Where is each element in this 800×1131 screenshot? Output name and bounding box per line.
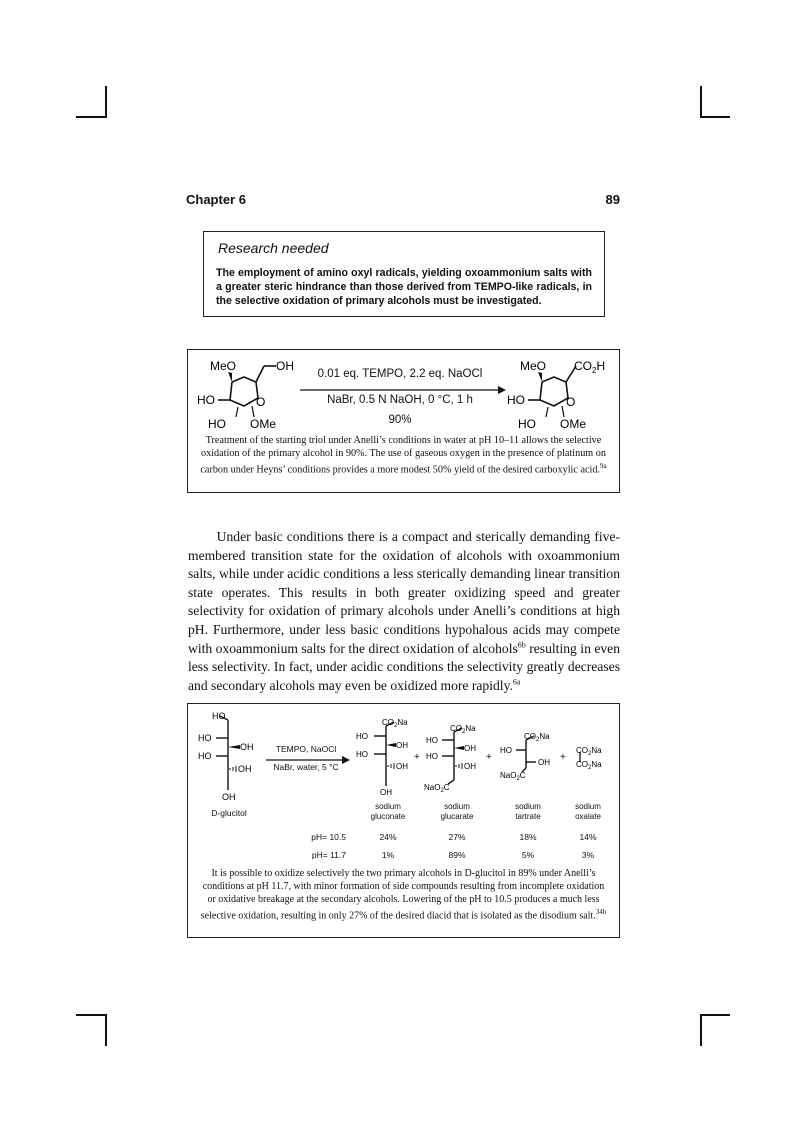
- svg-text:O: O: [566, 395, 576, 409]
- svg-text:CO2Na: $CO_2Na$: [450, 724, 476, 735]
- scheme1-reagents-top: 0.01 eq. TEMPO, 2.2 eq. NaOCl: [317, 368, 483, 380]
- svg-text:NaO2C: NaO$_2$C: [424, 783, 450, 794]
- svg-text:HO: HO: [500, 746, 512, 755]
- yield-cell: 5%: [521, 850, 535, 860]
- scheme2-caption-ref: 34b: [595, 908, 607, 916]
- paragraph-ref-2: 6a: [512, 677, 521, 687]
- d-glucitol-structure: [196, 708, 260, 804]
- scheme1-reagents-bottom: NaBr, 0.5 N NaOH, 0 °C, 1 h: [327, 394, 473, 406]
- yield-cell: 3%: [581, 850, 595, 860]
- svg-text:HO: HO: [212, 711, 226, 721]
- svg-text:OH: OH: [396, 762, 408, 771]
- svg-text:MeO: MeO: [210, 359, 237, 373]
- scheme1-caption-text: Treatment of the starting triol under Anelli’s conditions in water at pH 10–11 allows the selective oxidation of the primary alcohol in 90%. The use of gaseous oxygen in the presence of platinum on carbon under Heyns’ conditions provides a more modest 50% yield of the desired carboxylic acid.: [200, 435, 606, 476]
- crop-mark: [700, 1014, 702, 1046]
- svg-text:MeO: MeO: [520, 359, 547, 373]
- sodium-tartrate-label: sodium tartrate: [515, 802, 541, 821]
- svg-text:HO: HO: [426, 736, 438, 745]
- svg-text:HO: HO: [197, 393, 215, 407]
- svg-text:HO: HO: [356, 732, 368, 741]
- yield-cell: 18%: [519, 832, 537, 842]
- yield-cell: 24%: [379, 832, 397, 842]
- research-needed-title: Research needed: [218, 240, 329, 256]
- sodium-tartrate-structure: [496, 732, 562, 782]
- svg-text:HO: HO: [426, 752, 438, 761]
- crop-mark: [76, 116, 106, 118]
- svg-text:OH: OH: [276, 359, 294, 373]
- product-acid-structure: [504, 354, 618, 434]
- svg-text:HO: HO: [507, 393, 525, 407]
- body-paragraph: [188, 528, 620, 695]
- svg-text:CO2Na: $CO_2Na$: [524, 732, 550, 743]
- scheme2-reagents-bottom: NaBr, water, 5 °C: [273, 762, 339, 772]
- svg-text:OH: OH: [538, 758, 550, 767]
- scheme1-yield: 90%: [388, 414, 412, 426]
- crop-mark: [76, 1014, 106, 1016]
- crop-mark: [700, 116, 730, 118]
- sodium-glucarate-structure: [420, 722, 492, 794]
- svg-text:OH: OH: [380, 788, 392, 797]
- scheme2-reagents-top: TEMPO, NaOCl: [275, 744, 337, 754]
- research-needed-box: [203, 231, 605, 317]
- yield-cell: 14%: [579, 832, 597, 842]
- sodium-gluconate-label: sodium gluconate: [370, 802, 406, 821]
- svg-text:CO2Na: $CO_2Na$: [382, 718, 408, 729]
- reaction-arrow: [300, 386, 506, 394]
- sodium-oxalate-label: sodium oxalate: [575, 802, 601, 821]
- scheme1-box: [187, 349, 620, 493]
- svg-text:OMe: OMe: [560, 417, 587, 431]
- svg-text:NaO2C: NaO$_2$C: [500, 771, 526, 782]
- svg-text:HO: HO: [356, 750, 368, 759]
- crop-mark: [700, 1014, 730, 1016]
- sodium-gluconate-structure: [352, 718, 418, 800]
- svg-text:HO: HO: [208, 417, 226, 431]
- svg-text:OMe: OMe: [250, 417, 277, 431]
- yield-cell: 1%: [381, 850, 395, 860]
- svg-text:HO: HO: [518, 417, 536, 431]
- yield-cell: 27%: [448, 832, 466, 842]
- paragraph-text-2: resulting in even less selectivity. In fact, under acidic conditions the selectivity greatly decreases and secondary alcohols may even be oxidized more rapidly.: [188, 640, 620, 693]
- scheme1-caption: [198, 434, 609, 476]
- scheme2-box: [187, 703, 620, 938]
- research-needed-body: The employment of amino oxyl radicals, yielding oxoammonium salts with a greater steric hindrance than those derived from TEMPO-like radicals, in the selective oxidation of primary alcohols must be investigated.: [216, 267, 592, 307]
- crop-mark: [700, 86, 702, 118]
- svg-text:CO2Na: $CO_2Na$: [576, 760, 602, 771]
- ph-label: pH= 11.7: [311, 850, 346, 860]
- scheme2-caption-text: It is possible to oxidize selectively the two primary alcohols in D-glucitol in 89% under Anelli’s conditions at pH 11.7, with minor formation of side compounds resulting from incomplete oxidation or oxidative breakage at the secondary alcohols. Lowering of the pH to 10.5 produces a much less selective oxidation, resulting in only 27% of the desired diacid that is isolated as the disodium salt.: [200, 868, 605, 922]
- d-glucitol-label: D-glucitol: [211, 808, 247, 818]
- scheme2-caption: [198, 867, 609, 922]
- svg-text:HO: HO: [198, 733, 212, 743]
- svg-text:OH: OH: [396, 741, 408, 750]
- plus-sign: +: [486, 752, 492, 763]
- svg-text:CO2H: $CO_2H$: [574, 359, 606, 375]
- paragraph-text-1: Under basic conditions there is a compact and sterically demanding five-membered transition state for the oxidation of alcohols with oxoammonium salts, while under acidic conditions a less sterically demanding linear transition state operates. This results in both greater oxidizing speed and greater selectivity for oxidation of primary alcohols under Anelli’s conditions at high pH. Furthermore, under less basic conditions hypohalous acids may compete with oxoammonium salts for the direct oxidation of alcohols: [188, 529, 620, 656]
- crop-mark: [105, 1014, 107, 1046]
- yield-cell: 89%: [448, 850, 466, 860]
- scheme1-caption-ref: 9a: [599, 462, 607, 470]
- ph-label: pH= 10.5: [311, 832, 346, 842]
- starting-triol-structure: [194, 354, 304, 434]
- crop-mark: [105, 86, 107, 118]
- svg-text:CO2Na: $CO_2Na$: [576, 746, 602, 757]
- sodium-oxalate-structure: [568, 742, 616, 772]
- svg-text:HO: HO: [198, 751, 212, 761]
- paragraph-ref-1: 6b: [517, 640, 526, 650]
- svg-text:OH: OH: [240, 742, 254, 752]
- svg-text:OH: OH: [238, 764, 252, 774]
- svg-text:O: O: [256, 395, 266, 409]
- plus-sign: +: [414, 752, 420, 763]
- svg-text:OH: OH: [464, 762, 476, 771]
- svg-text:OH: OH: [464, 744, 476, 753]
- svg-text:OH: OH: [222, 792, 236, 802]
- chapter-heading: Chapter 6: [186, 192, 246, 207]
- page-number: 89: [605, 192, 620, 207]
- sodium-glucarate-label: sodium glucarate: [440, 802, 474, 821]
- plus-sign: +: [560, 752, 566, 763]
